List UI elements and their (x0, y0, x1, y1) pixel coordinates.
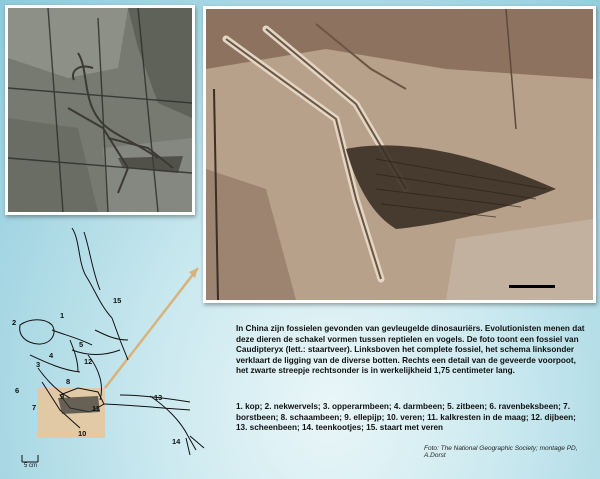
diagram-label-2: 2 (12, 318, 17, 327)
diagram-label-14: 14 (172, 437, 181, 446)
diagram-label-5: 5 (79, 340, 84, 349)
diagram-label-9: 9 (60, 392, 65, 401)
diagram-label-6: 6 (15, 386, 20, 395)
caption-legend: 1. kop; 2. nekwervels; 3. opperarmbeen; 4. darmbeen; 5. zitbeen; 6. ravenbeksbeen; 7. borstbeen; 8. schaambeen; 9. ellepijp; 10. veren; 11. kalkresten in de maag; 12. dijbeen; 13. scheenbeen; 14. teenkootjes; 15. staart met veren (236, 402, 576, 433)
diagram-label-8: 8 (66, 377, 71, 386)
caption-paragraph: In China zijn fossielen gevonden van gevleugelde dinosauriërs. Evolutionisten menen dat deze dieren de schakel vormen tussen reptielen en vogels. De foto toont een fossiel van Caudipteryx (lett.: staartveer). Linksboven het complete fossiel, het schema linksonder verklaart de ligging van de diverse botten. Rechts een detail van de geveerde voorpoot, het zwarte streepje rechtsonder is in werkelijkheid 1,75 centimeter lang. (236, 324, 585, 376)
diagram-label-15: 15 (113, 296, 122, 305)
diagram-label-11: 11 (92, 404, 100, 413)
diagram-label-7: 7 (32, 403, 37, 412)
diagram-label-1: 1 (60, 311, 65, 320)
photo-credit: Foto: The National Geographic Society; montage PD, A.Dorst (424, 445, 578, 459)
diagram-label-3: 3 (36, 360, 41, 369)
diagram-label-10: 10 (78, 429, 87, 438)
diagram-scale-label: 5 cm (24, 463, 38, 469)
diagram-label-13: 13 (154, 393, 163, 402)
diagram-label-4: 4 (49, 351, 54, 360)
diagram-label-12: 12 (84, 357, 93, 366)
